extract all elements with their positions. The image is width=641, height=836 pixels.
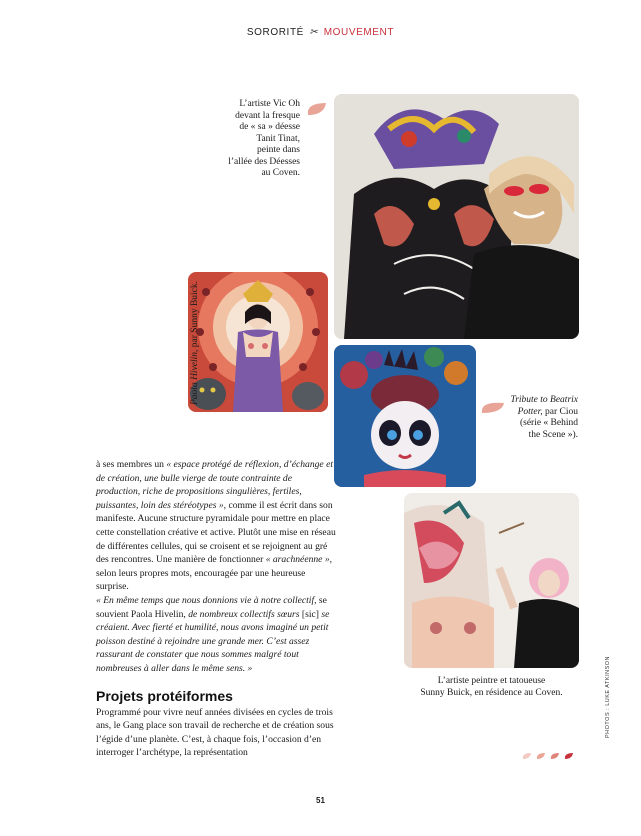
caption-line: l’allée des Déesses [228,156,300,167]
page-number: 51 [316,796,325,805]
photo-ciou-tribute [334,345,476,487]
article-body-section2 [96,706,336,760]
caption-vic-oh [210,99,300,180]
caption-line: L’artiste peintre et tatoueuse [437,676,546,686]
text-run: [sic] [299,608,322,620]
section-label: SORORITÉ [246,27,304,38]
caption-title: Tribute to Beatrix [510,395,578,405]
text-run: , comme il est écrit dans son manifeste. Aucune structure pyramidale pour mettre en place cette constellation créative et active. Plutôt une mise en réseau de différentes cellules, qui se croisent et se rejoignent au gré des rencontres. Une manière de fonctionner [96,499,336,566]
paragraph [96,594,336,676]
petal-row-icon [521,751,581,761]
text-run: à ses membres un [96,459,167,470]
photo-credit: PHOTOS : LUKE ATKINSON [605,655,611,738]
article-body [96,458,336,676]
paragraph [96,458,336,594]
photo-sunny-buick [404,493,579,668]
quote-end: se créaient. Avec fierté et humilité, nous avons imaginé un petit poisson destiné à rejoindre une grande mer. C’est assez rassurant de constater que nous sommes malgré tout nombreuses à aller dans le même sens. » [96,608,330,674]
caption-title: Potter, [517,406,543,417]
text-run: se souvient Paola Hivelin, [96,594,327,620]
petal-icon [306,101,328,117]
quote-cont: de nombreux collectifs sœurs [188,608,300,620]
running-header [0,27,641,38]
feather-icon: ✂ [309,27,319,38]
caption-line: L’artiste Vic Oh [239,99,300,109]
caption-line: Sunny Buick, en résidence au Coven. [420,687,563,698]
text-run: , selon leurs propres mots, encouragée par une heureuse surprise. [96,554,333,593]
section-heading: Projets protéiformes [96,688,233,704]
caption-ciou [508,395,578,441]
petal-icon [480,399,506,415]
quote-start: « En même temps que nous donnions vie à notre collectif, [96,594,317,606]
caption-line: devant la fresque [235,110,300,121]
caption-line: (série « Behind [519,418,578,428]
caption-line: au Coven. [261,168,300,178]
caption-line: par Ciou [542,406,578,417]
quote-manifesto: « espace protégé de réflexion, d’échange et de création, une bulle vierge de toute contrainte de production, riche de propositions singulières, fertiles, puissantes, loin des stéréotypes » [96,459,334,511]
caption-line: de « sa » déesse [239,122,300,132]
caption-artist: par Sunny Buick. [190,280,200,348]
caption-line: the Scene »). [528,429,578,440]
paragraph: Programmé pour vivre neuf années divisées en cycles de trois ans, le Gang place son travail de recherche et de création sous l’égide d’une planète. C’est, à chaque fois, l’occasion d’en interroger l’archétype, la représentation [96,707,334,759]
caption-paola-hivelin [190,281,200,405]
caption-line: Tanit Tinat, [256,133,300,144]
photo-vic-oh-mural [334,94,579,339]
caption-line: peinte dans [256,145,300,155]
caption-sunny-buick [404,676,579,699]
subsection-label: MOUVEMENT [323,27,395,38]
caption-name: Paola Hivelin, [190,349,200,405]
quote-arachneenne: « arachnéenne » [265,554,330,566]
photo-paola-hivelin-painting [188,272,328,412]
